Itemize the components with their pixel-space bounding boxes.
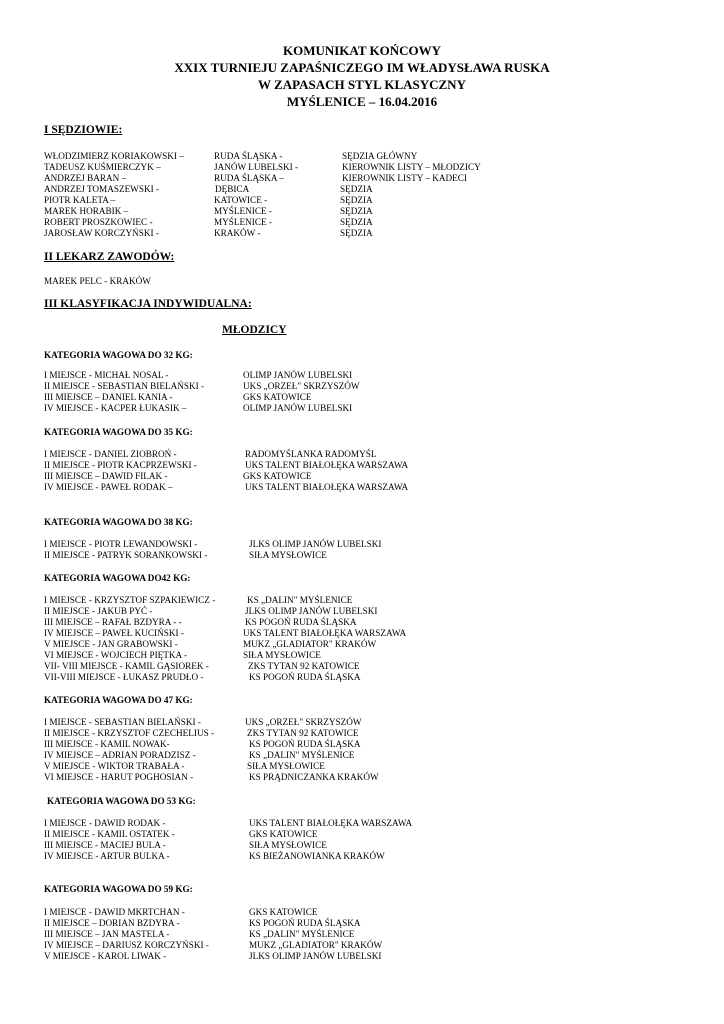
club: SIŁA MYSŁOWICE (249, 550, 327, 560)
place-and-name: V MIEJSCE - KAROL LIWAK - (44, 951, 167, 961)
place-and-name: II MIEJSCE - JAKUB PYĆ - (44, 606, 153, 616)
place-and-name: VII-VIII MIEJSCE - ŁUKASZ PRUDŁO - (44, 672, 204, 682)
place-and-name: V MIEJSCE - JAN GRABOWSKI - (44, 639, 178, 649)
club: JLKS OLIMP JANÓW LUBELSKI (245, 606, 378, 616)
club: MUKZ „GLADIATOR" KRAKÓW (249, 940, 383, 950)
club: GKS KATOWICE (249, 829, 318, 839)
judge-name: JAROSŁAW KORCZYŃSKI - (44, 228, 159, 238)
place-and-name: III MIEJSCE – RAFAŁ BZDYRA - - (44, 617, 182, 627)
judge-name: ROBERT PROSZKOWIEC - (44, 217, 153, 227)
place-and-name: VI MIEJSCE - HARUT POGHOSIAN - (44, 772, 194, 782)
document-title (0, 42, 724, 110)
judge-city: MYŚLENICE - (214, 206, 272, 216)
category-title: KATEGORIA WAGOWA DO 47 KG: (44, 695, 193, 705)
place-and-name: I MIEJSCE - MICHAŁ NOSAL - (44, 370, 169, 380)
club: JLKS OLIMP JANÓW LUBELSKI (249, 539, 382, 549)
title-line-3: W ZAPASACH STYL KLASYCZNY (258, 77, 466, 92)
judge-role: SĘDZIA (340, 195, 373, 205)
category-title: KATEGORIA WAGOWA DO42 KG: (44, 573, 191, 583)
place-and-name: III MIEJSCE - KAMIL NOWAK- (44, 739, 170, 749)
judge-city: MYŚLENICE - (214, 217, 272, 227)
club: SIŁA MYSŁOWICE (243, 650, 321, 660)
judge-city: RUDA ŚLĄSKA – (214, 173, 284, 183)
club: KS „DALIN" MYŚLENICE (249, 929, 355, 939)
place-and-name: I MIEJSCE - SEBASTIAN BIELAŃSKI - (44, 717, 201, 727)
category-title: KATEGORIA WAGOWA DO 38 KG: (44, 517, 193, 527)
judge-name: MAREK HORABIK – (44, 206, 129, 216)
place-and-name: III MIEJSCE – DANIEL KANIA - (44, 392, 173, 402)
club: KS BIEŻANOWIANKA KRAKÓW (249, 851, 385, 861)
classification-heading: III KLASYFIKACJA INDYWIDUALNA: (44, 298, 252, 310)
judge-name: PIOTR KALETA – (44, 195, 116, 205)
judge-city: RUDA ŚLĄSKA - (214, 151, 283, 161)
club: KS „DALIN" MYŚLENICE (247, 595, 353, 605)
place-and-name: IV MIEJSCE – ADRIAN PORADZISZ - (44, 750, 196, 760)
club: UKS „ORZEŁ" SKRZYSZÓW (245, 717, 362, 727)
judge-role: SĘDZIA GŁÓWNY (342, 151, 418, 161)
place-and-name: III MIEJSCE - MACIEJ BULA - (44, 840, 166, 850)
club: SIŁA MYSŁOWICE (247, 761, 325, 771)
club: GKS KATOWICE (243, 392, 312, 402)
category-title: KATEGORIA WAGOWA DO 32 KG: (44, 350, 193, 360)
place-and-name: I MIEJSCE - DAWID MKRTCHAN - (44, 907, 185, 917)
club: ZKS TYTAN 92 KATOWICE (248, 661, 360, 671)
club: OLIMP JANÓW LUBELSKI (243, 370, 353, 380)
club: UKS TALENT BIAŁOŁĘKA WARSZAWA (245, 482, 409, 492)
place-and-name: I MIEJSCE - PIOTR LEWANDOWSKI - (44, 539, 198, 549)
club: UKS TALENT BIAŁOŁĘKA WARSZAWA (243, 628, 407, 638)
age-group-heading: MŁODZICY (222, 324, 287, 336)
judge-role: SĘDZIA (340, 217, 373, 227)
judge-role: SĘDZIA (340, 228, 373, 238)
club: UKS TALENT BIAŁOŁĘKA WARSZAWA (249, 818, 413, 828)
club: KS „DALIN" MYŚLENICE (249, 750, 355, 760)
doctor-heading: II LEKARZ ZAWODÓW: (44, 251, 175, 263)
club: UKS „ORZEŁ" SKRZYSZÓW (243, 381, 360, 391)
judge-name: ANDRZEJ TOMASZEWSKI - (44, 184, 160, 194)
place-and-name: IV MIEJSCE - ARTUR BULKA - (44, 851, 170, 861)
doctor-name: MAREK PELC - KRAKÓW (44, 276, 151, 286)
category-title: KATEGORIA WAGOWA DO 35 KG: (44, 427, 193, 437)
judge-name: TADEUSZ KUŚMIERCZYK – (44, 162, 161, 172)
place-and-name: I MIEJSCE - KRZYSZTOF SZPAKIEWICZ - (44, 595, 216, 605)
category-title: KATEGORIA WAGOWA DO 59 KG: (44, 884, 193, 894)
club: MUKZ „GLADIATOR" KRAKÓW (243, 639, 377, 649)
judge-name: ANDRZEJ BARAN – (44, 173, 127, 183)
place-and-name: II MIEJSCE - PIOTR KACPRZEWSKI - (44, 460, 197, 470)
place-and-name: IV MIEJSCE – PAWEŁ KUCIŃSKI - (44, 628, 184, 638)
club: OLIMP JANÓW LUBELSKI (243, 403, 353, 413)
club: RADOMYŚLANKA RADOMYŚL (245, 449, 377, 459)
category-title: KATEGORIA WAGOWA DO 53 KG: (47, 796, 196, 806)
title-line-4: MYŚLENICE – 16.04.2016 (286, 94, 438, 109)
judge-city: JANÓW LUBELSKI - (214, 162, 299, 172)
judges-heading: I SĘDZIOWIE: (44, 124, 123, 136)
place-and-name: II MIEJSCE - PATRYK SORANKOWSKI - (44, 550, 208, 560)
judge-city: DĘBICA (215, 184, 250, 194)
club: GKS KATOWICE (243, 471, 312, 481)
place-and-name: IV MIEJSCE – DARIUSZ KORCZYŃSKI - (44, 940, 209, 950)
club: UKS TALENT BIAŁOŁĘKA WARSZAWA (245, 460, 409, 470)
judge-role: SĘDZIA (340, 184, 373, 194)
title-line-2: XXIX TURNIEJU ZAPAŚNICZEGO IM WŁADYSŁAWA RUSKA (174, 60, 550, 75)
club: KS POGOŃ RUDA ŚLĄSKA (245, 617, 357, 627)
club: JLKS OLIMP JANÓW LUBELSKI (249, 951, 382, 961)
club: GKS KATOWICE (249, 907, 318, 917)
judge-role: KIEROWNIK LISTY – KADECI (342, 173, 467, 183)
club: KS POGOŃ RUDA ŚLĄSKA (249, 918, 361, 928)
club: SIŁA MYSŁOWICE (249, 840, 327, 850)
club: KS POGOŃ RUDA ŚLĄSKA (249, 672, 361, 682)
place-and-name: I MIEJSCE - DAWID RODAK - (44, 818, 166, 828)
place-and-name: IV MIEJSCE - PAWEŁ RODAK – (44, 482, 173, 492)
club: KS POGOŃ RUDA ŚLĄSKA (249, 739, 361, 749)
place-and-name: I MIEJSCE - DANIEL ZIOBROŃ - (44, 449, 177, 459)
place-and-name: II MIEJSCE - SEBASTIAN BIELAŃSKI - (44, 381, 205, 391)
judge-role: SĘDZIA (340, 206, 373, 216)
place-and-name: II MIEJSCE - KAMIL OSTATEK - (44, 829, 175, 839)
place-and-name: VI MIEJSCE - WOJCIECH PIĘTKA - (44, 650, 187, 660)
place-and-name: II MIEJSCE – DORIAN BZDYRA - (44, 918, 180, 928)
club: ZKS TYTAN 92 KATOWICE (247, 728, 359, 738)
title-line-1: KOMUNIKAT KOŃCOWY (282, 43, 442, 58)
judge-name: WŁODZIMIERZ KORIAKOWSKI – (44, 151, 184, 161)
judge-city: KATOWICE - (214, 195, 268, 205)
judge-role: KIEROWNIK LISTY – MŁODZICY (342, 162, 481, 172)
judge-city: KRAKÓW - (214, 228, 261, 238)
place-and-name: III MIEJSCE – JAN MASTELA - (44, 929, 170, 939)
place-and-name: II MIEJSCE - KRZYSZTOF CZECHELIUS - (44, 728, 215, 738)
club: KS PRĄDNICZANKA KRAKÓW (249, 772, 379, 782)
place-and-name: V MIEJSCE - WIKTOR TRABAŁA - (44, 761, 185, 771)
place-and-name: VII- VIII MIEJSCE - KAMIL GĄSIOREK - (44, 661, 209, 671)
place-and-name: III MIEJSCE – DAWID FILAK - (44, 471, 168, 481)
place-and-name: IV MIEJSCE - KACPER ŁUKASIK – (44, 403, 187, 413)
